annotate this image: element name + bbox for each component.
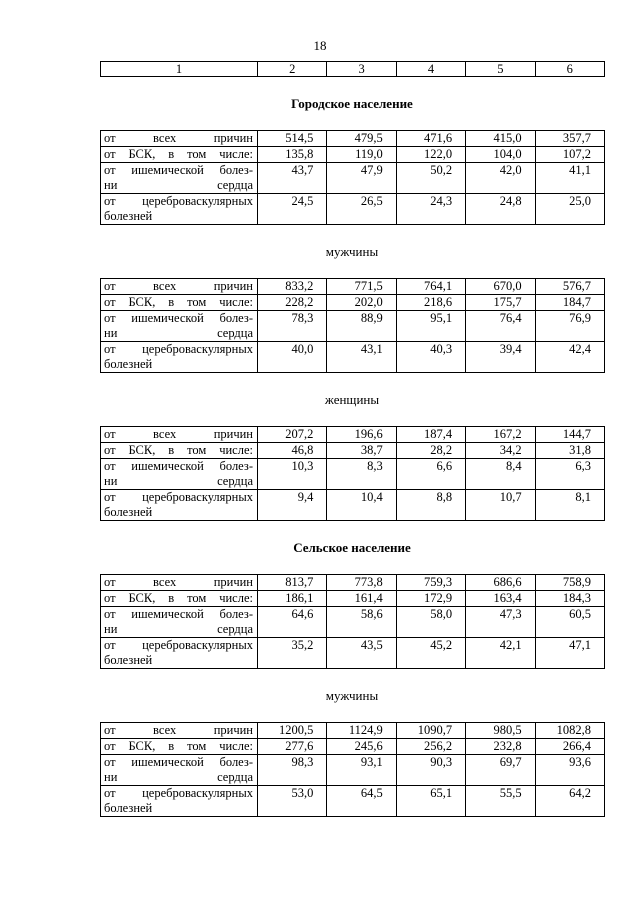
- value-cell: 771,5: [327, 279, 396, 295]
- value-cell: 1090,7: [396, 723, 465, 739]
- value-cell: 64,2: [535, 786, 604, 817]
- value-cell: 58,0: [396, 607, 465, 638]
- table-row: [101, 575, 605, 591]
- value-cell: 24,3: [396, 194, 465, 225]
- value-cell: 38,7: [327, 443, 396, 459]
- table-row: [101, 490, 605, 521]
- value-cell: 686,6: [466, 575, 535, 591]
- value-cell: 10,3: [258, 459, 327, 490]
- value-cell: 47,1: [535, 638, 604, 669]
- value-cell: 65,1: [396, 786, 465, 817]
- value-cell: 357,7: [535, 131, 604, 147]
- value-cell: 53,0: [258, 786, 327, 817]
- value-cell: 980,5: [466, 723, 535, 739]
- table-row: [101, 194, 605, 225]
- value-cell: 25,0: [535, 194, 604, 225]
- value-cell: 88,9: [327, 311, 396, 342]
- value-cell: 175,7: [466, 295, 535, 311]
- value-cell: 104,0: [466, 147, 535, 163]
- row-label: от цереброваскулярных болезней: [101, 490, 258, 521]
- value-cell: 119,0: [327, 147, 396, 163]
- value-cell: 24,5: [258, 194, 327, 225]
- table-row: [101, 591, 605, 607]
- value-cell: 167,2: [466, 427, 535, 443]
- header-cell: 3: [327, 62, 396, 77]
- section-title: женщины: [324, 392, 380, 407]
- table-row: [101, 739, 605, 755]
- value-cell: 228,2: [258, 295, 327, 311]
- section-title: мужчины: [325, 688, 379, 703]
- table-row: [101, 607, 605, 638]
- row-label: от ишемической болез- ни сердца: [101, 163, 258, 194]
- value-cell: 232,8: [466, 739, 535, 755]
- value-cell: 55,5: [466, 786, 535, 817]
- value-cell: 1200,5: [258, 723, 327, 739]
- header-row: [101, 62, 605, 77]
- value-cell: 50,2: [396, 163, 465, 194]
- value-cell: 764,1: [396, 279, 465, 295]
- value-cell: 266,4: [535, 739, 604, 755]
- value-cell: 10,7: [466, 490, 535, 521]
- sections-container: [100, 96, 604, 817]
- value-cell: 6,3: [535, 459, 604, 490]
- value-cell: 39,4: [466, 342, 535, 373]
- table-row: [101, 131, 605, 147]
- value-cell: 196,6: [327, 427, 396, 443]
- row-label: от всех причин: [101, 279, 258, 295]
- header-cell: 4: [396, 62, 465, 77]
- row-label: от цереброваскулярных болезней: [101, 342, 258, 373]
- table-row: [101, 459, 605, 490]
- value-cell: 9,4: [258, 490, 327, 521]
- value-cell: 78,3: [258, 311, 327, 342]
- table-row: [101, 295, 605, 311]
- value-cell: 758,9: [535, 575, 604, 591]
- row-label: от БСК, в том числе:: [101, 295, 258, 311]
- value-cell: 277,6: [258, 739, 327, 755]
- value-cell: 64,6: [258, 607, 327, 638]
- value-cell: 41,1: [535, 163, 604, 194]
- row-label: от БСК, в том числе:: [101, 443, 258, 459]
- value-cell: 69,7: [466, 755, 535, 786]
- value-cell: 76,9: [535, 311, 604, 342]
- table-row: [101, 311, 605, 342]
- table-row: [101, 279, 605, 295]
- value-cell: 576,7: [535, 279, 604, 295]
- value-cell: 172,9: [396, 591, 465, 607]
- row-label: от ишемической болез- ни сердца: [101, 755, 258, 786]
- value-cell: 93,6: [535, 755, 604, 786]
- table-row: [101, 638, 605, 669]
- value-cell: 8,1: [535, 490, 604, 521]
- value-cell: 207,2: [258, 427, 327, 443]
- value-cell: 107,2: [535, 147, 604, 163]
- value-cell: 90,3: [396, 755, 465, 786]
- value-cell: 186,1: [258, 591, 327, 607]
- value-cell: 479,5: [327, 131, 396, 147]
- value-cell: 161,4: [327, 591, 396, 607]
- section-title: Городское население: [291, 96, 413, 111]
- value-cell: 43,1: [327, 342, 396, 373]
- value-cell: 42,0: [466, 163, 535, 194]
- row-label: от ишемической болез- ни сердца: [101, 459, 258, 490]
- row-label: от всех причин: [101, 131, 258, 147]
- column-number-header: [100, 61, 605, 77]
- value-cell: 46,8: [258, 443, 327, 459]
- data-table: [100, 426, 605, 521]
- value-cell: 42,4: [535, 342, 604, 373]
- row-label: от БСК, в том числе:: [101, 739, 258, 755]
- value-cell: 76,4: [466, 311, 535, 342]
- value-cell: 8,4: [466, 459, 535, 490]
- data-table: [100, 722, 605, 817]
- value-cell: 26,5: [327, 194, 396, 225]
- table-row: [101, 342, 605, 373]
- row-label: от всех причин: [101, 427, 258, 443]
- value-cell: 95,1: [396, 311, 465, 342]
- table-row: [101, 723, 605, 739]
- value-cell: 47,3: [466, 607, 535, 638]
- page-number: 18: [313, 38, 327, 53]
- value-cell: 144,7: [535, 427, 604, 443]
- row-label: от БСК, в том числе:: [101, 591, 258, 607]
- header-cell: 5: [466, 62, 535, 77]
- value-cell: 40,0: [258, 342, 327, 373]
- value-cell: 415,0: [466, 131, 535, 147]
- value-cell: 60,5: [535, 607, 604, 638]
- section-title: Сельское население: [293, 540, 411, 555]
- data-table: [100, 278, 605, 373]
- value-cell: 93,1: [327, 755, 396, 786]
- value-cell: 245,6: [327, 739, 396, 755]
- data-table: [100, 130, 605, 225]
- header-cell: 6: [535, 62, 604, 77]
- header-cell: 1: [101, 62, 258, 77]
- value-cell: 813,7: [258, 575, 327, 591]
- value-cell: 8,3: [327, 459, 396, 490]
- data-table: [100, 574, 605, 669]
- value-cell: 759,3: [396, 575, 465, 591]
- value-cell: 42,1: [466, 638, 535, 669]
- value-cell: 58,6: [327, 607, 396, 638]
- value-cell: 45,2: [396, 638, 465, 669]
- value-cell: 43,5: [327, 638, 396, 669]
- value-cell: 24,8: [466, 194, 535, 225]
- value-cell: 47,9: [327, 163, 396, 194]
- value-cell: 35,2: [258, 638, 327, 669]
- value-cell: 202,0: [327, 295, 396, 311]
- value-cell: 187,4: [396, 427, 465, 443]
- section-title: мужчины: [325, 244, 379, 259]
- table-row: [101, 427, 605, 443]
- table-row: [101, 755, 605, 786]
- value-cell: 670,0: [466, 279, 535, 295]
- value-cell: 218,6: [396, 295, 465, 311]
- value-cell: 184,3: [535, 591, 604, 607]
- value-cell: 6,6: [396, 459, 465, 490]
- row-label: от БСК, в том числе:: [101, 147, 258, 163]
- table-row: [101, 443, 605, 459]
- row-label: от всех причин: [101, 723, 258, 739]
- row-label: от ишемической болез- ни сердца: [101, 311, 258, 342]
- value-cell: 184,7: [535, 295, 604, 311]
- value-cell: 28,2: [396, 443, 465, 459]
- value-cell: 833,2: [258, 279, 327, 295]
- value-cell: 10,4: [327, 490, 396, 521]
- row-label: от ишемической болез- ни сердца: [101, 607, 258, 638]
- value-cell: 163,4: [466, 591, 535, 607]
- value-cell: 34,2: [466, 443, 535, 459]
- table-row: [101, 163, 605, 194]
- value-cell: 31,8: [535, 443, 604, 459]
- row-label: от цереброваскулярных болезней: [101, 786, 258, 817]
- value-cell: 8,8: [396, 490, 465, 521]
- value-cell: 122,0: [396, 147, 465, 163]
- value-cell: 43,7: [258, 163, 327, 194]
- table-row: [101, 147, 605, 163]
- document-body: [100, 61, 604, 817]
- row-label: от цереброваскулярных болезней: [101, 638, 258, 669]
- table-row: [101, 786, 605, 817]
- value-cell: 98,3: [258, 755, 327, 786]
- value-cell: 773,8: [327, 575, 396, 591]
- row-label: от всех причин: [101, 575, 258, 591]
- value-cell: 135,8: [258, 147, 327, 163]
- value-cell: 471,6: [396, 131, 465, 147]
- value-cell: 256,2: [396, 739, 465, 755]
- value-cell: 1082,8: [535, 723, 604, 739]
- row-label: от цереброваскулярных болезней: [101, 194, 258, 225]
- value-cell: 40,3: [396, 342, 465, 373]
- value-cell: 1124,9: [327, 723, 396, 739]
- header-cell: 2: [258, 62, 327, 77]
- value-cell: 514,5: [258, 131, 327, 147]
- value-cell: 64,5: [327, 786, 396, 817]
